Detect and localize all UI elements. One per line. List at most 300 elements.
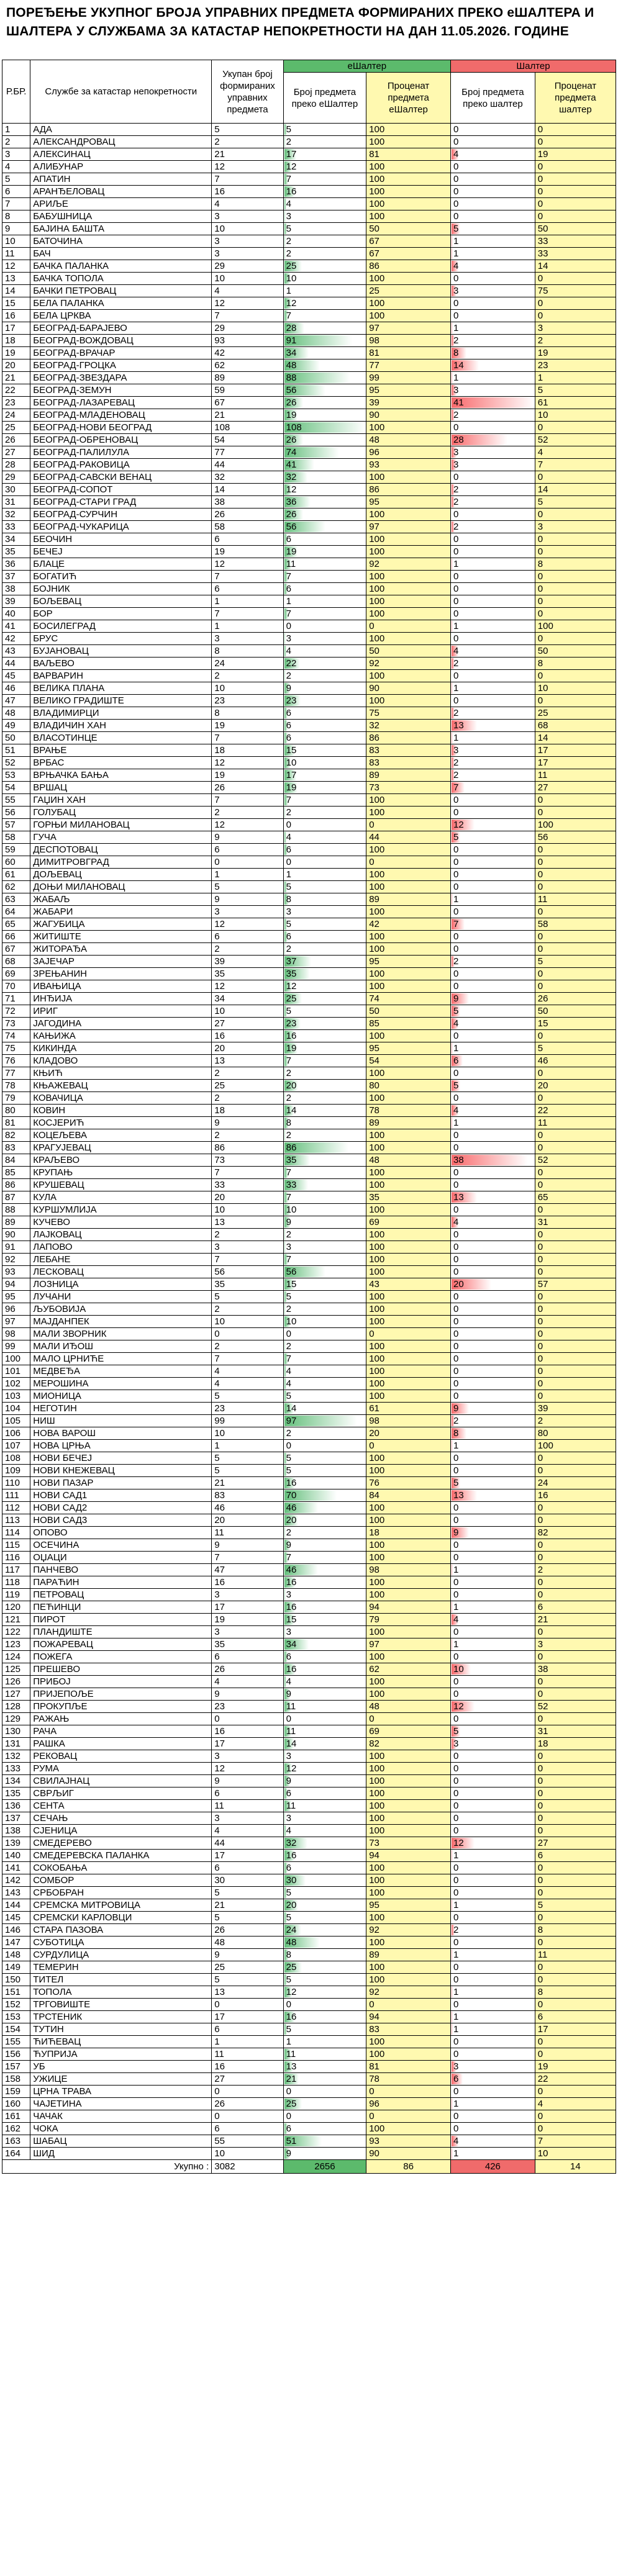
row-e-broj: [283, 1862, 366, 1874]
row-number: 38: [2, 583, 30, 595]
table-row: [2, 732, 616, 744]
row-s-broj-value: 0: [453, 273, 459, 284]
row-e-pct: 94: [366, 1850, 451, 1862]
row-sluzba: БОГАТИЋ: [30, 571, 212, 583]
row-number: 117: [2, 1564, 30, 1576]
row-e-pct: 100: [366, 210, 451, 223]
row-number: 115: [2, 1539, 30, 1552]
row-s-pct: 0: [535, 608, 616, 620]
row-s-pct: 0: [535, 1167, 616, 1179]
table-row: [2, 359, 616, 372]
row-e-pct: 93: [366, 2135, 451, 2148]
row-e-pct: 97: [366, 521, 451, 533]
row-s-broj: [451, 1378, 535, 1390]
row-e-broj: [283, 484, 366, 496]
row-e-broj: [283, 2148, 366, 2160]
row-e-broj: [283, 720, 366, 732]
row-number: 16: [2, 310, 30, 322]
row-e-pct: 92: [366, 1986, 451, 1999]
row-number: 79: [2, 1092, 30, 1105]
row-e-broj: [283, 210, 366, 223]
row-s-broj: [451, 744, 535, 757]
row-ukupno: 2: [212, 1229, 283, 1241]
row-e-broj: [283, 235, 366, 248]
row-s-broj-value: 2: [453, 484, 459, 495]
row-sluzba: ЗАЈЕЧАР: [30, 956, 212, 968]
row-s-pct: 0: [535, 1812, 616, 1825]
row-e-broj: [283, 1986, 366, 1999]
row-e-pct: 100: [366, 1763, 451, 1775]
row-e-broj-value: 16: [286, 2012, 297, 2022]
table-row: [2, 2098, 616, 2110]
row-sluzba: БЕОГРАД-СТАРИ ГРАД: [30, 496, 212, 508]
row-number: 69: [2, 968, 30, 980]
row-s-broj: [451, 720, 535, 732]
row-e-pct: 89: [366, 1117, 451, 1129]
row-e-broj: [283, 1328, 366, 1340]
row-sluzba: ЛУЧАНИ: [30, 1291, 212, 1303]
row-e-pct: 25: [366, 285, 451, 297]
row-e-broj-value: 9: [286, 683, 291, 694]
row-e-broj-value: 5: [286, 1974, 291, 1985]
row-sluzba: ВЕЛИКА ПЛАНА: [30, 682, 212, 695]
row-s-broj: [451, 2048, 535, 2061]
row-sluzba: ПИРОТ: [30, 1614, 212, 1626]
row-sluzba: ДИМИТРОВГРАД: [30, 856, 212, 869]
row-ukupno: 26: [212, 782, 283, 794]
row-s-pct: 0: [535, 1378, 616, 1390]
row-e-broj: [283, 695, 366, 707]
row-sluzba: РУМА: [30, 1763, 212, 1775]
row-e-pct: 100: [366, 794, 451, 807]
table-row: [2, 1651, 616, 1663]
row-ukupno: 54: [212, 434, 283, 446]
row-s-broj-value: 0: [453, 2036, 459, 2047]
row-ukupno: 5: [212, 1465, 283, 1477]
row-ukupno: 24: [212, 658, 283, 670]
row-s-broj: [451, 2086, 535, 2098]
row-e-pct: 90: [366, 682, 451, 695]
row-number: 67: [2, 943, 30, 956]
row-s-pct: 0: [535, 869, 616, 881]
row-s-broj: [451, 384, 535, 397]
row-e-broj-value: 2: [286, 1341, 291, 1352]
row-s-pct: 0: [535, 2110, 616, 2123]
table-row: [2, 1204, 616, 1216]
row-sluzba: КАЊИЖА: [30, 1030, 212, 1042]
row-ukupno: 3: [212, 1626, 283, 1638]
row-s-broj-value: 0: [453, 1627, 459, 1637]
row-e-pct: 42: [366, 918, 451, 931]
row-sluzba: ЖИТИШТЕ: [30, 931, 212, 943]
row-s-pct: 39: [535, 1403, 616, 1415]
row-s-pct: 0: [535, 124, 616, 136]
table-row: [2, 1713, 616, 1725]
row-e-broj-value: 11: [286, 1701, 296, 1712]
row-e-pct: 100: [366, 633, 451, 645]
row-e-pct: 100: [366, 1651, 451, 1663]
row-e-broj: [283, 1067, 366, 1080]
row-sluzba: БОЈНИК: [30, 583, 212, 595]
row-e-broj-value: 6: [286, 708, 291, 718]
row-sluzba: БРУС: [30, 633, 212, 645]
row-e-pct: 100: [366, 297, 451, 310]
row-s-pct: 0: [535, 186, 616, 198]
table-row: [2, 347, 616, 359]
row-number: 104: [2, 1403, 30, 1415]
row-e-pct: 92: [366, 558, 451, 571]
row-ukupno: 5: [212, 1452, 283, 1465]
row-e-broj-value: 3: [286, 633, 291, 644]
row-s-pct: 14: [535, 484, 616, 496]
row-s-broj-value: 1: [453, 248, 459, 259]
row-sluzba: СМЕДЕРЕВСКА ПАЛАНКА: [30, 1850, 212, 1862]
table-row: [2, 1105, 616, 1117]
row-e-broj: [283, 1105, 366, 1117]
row-ukupno: 7: [212, 1353, 283, 1365]
table-row: [2, 819, 616, 831]
row-s-pct: 75: [535, 285, 616, 297]
row-sluzba: ВЛАДИЧИН ХАН: [30, 720, 212, 732]
row-s-broj-value: 5: [453, 1726, 459, 1737]
row-number: 130: [2, 1725, 30, 1738]
row-e-broj-value: 0: [286, 2086, 291, 2097]
row-e-broj: [283, 533, 366, 546]
table-row: [2, 695, 616, 707]
table-row: [2, 2135, 616, 2148]
row-number: 89: [2, 1216, 30, 1229]
row-e-pct: 80: [366, 1080, 451, 1092]
row-s-pct: 21: [535, 1614, 616, 1626]
table-row: [2, 757, 616, 769]
row-e-pct: 100: [366, 968, 451, 980]
row-s-pct: 0: [535, 595, 616, 608]
row-s-broj-value: 1: [453, 2012, 459, 2022]
row-e-broj: [283, 471, 366, 484]
table-row: [2, 918, 616, 931]
row-e-broj-value: 3: [286, 1751, 291, 1761]
table-row: [2, 1688, 616, 1701]
row-s-broj: [451, 2023, 535, 2036]
row-s-pct: 2: [535, 1415, 616, 1427]
row-s-pct: 0: [535, 1365, 616, 1378]
row-e-broj-value: 19: [286, 782, 297, 793]
row-e-pct: 0: [366, 856, 451, 869]
row-number: 23: [2, 397, 30, 409]
row-s-broj: [451, 1899, 535, 1912]
row-e-pct: 96: [366, 446, 451, 459]
row-e-pct: 100: [366, 1452, 451, 1465]
table-row: [2, 2061, 616, 2073]
row-sluzba: ЛЕБАНЕ: [30, 1254, 212, 1266]
table-row: [2, 297, 616, 310]
row-e-pct: 100: [366, 583, 451, 595]
row-number: 60: [2, 856, 30, 869]
row-s-broj: [451, 273, 535, 285]
row-s-broj-value: 0: [453, 1354, 459, 1364]
row-s-pct: 0: [535, 1576, 616, 1589]
table-row: [2, 409, 616, 422]
row-number: 65: [2, 918, 30, 931]
row-e-broj-value: 36: [286, 497, 297, 507]
table-body: [2, 124, 616, 2160]
row-s-broj-value: 0: [453, 1962, 459, 1973]
row-e-broj: [283, 1142, 366, 1154]
row-ukupno: 4: [212, 1676, 283, 1688]
row-number: 90: [2, 1229, 30, 1241]
row-sluzba: МАЛИ ЗВОРНИК: [30, 1328, 212, 1340]
row-s-broj: [451, 1316, 535, 1328]
row-sluzba: ЉУБОВИЈА: [30, 1303, 212, 1316]
row-number: 146: [2, 1924, 30, 1937]
row-s-broj-value: 4: [453, 1614, 459, 1625]
row-s-pct: 0: [535, 1626, 616, 1638]
row-s-broj: [451, 1514, 535, 1527]
row-e-pct: 100: [366, 1800, 451, 1812]
row-ukupno: 6: [212, 1862, 283, 1874]
row-s-broj-value: 0: [453, 1652, 459, 1662]
table-row: [2, 1353, 616, 1365]
row-e-broj: [283, 124, 366, 136]
row-sluzba: ПРОКУПЉЕ: [30, 1701, 212, 1713]
row-sluzba: БАЧКА ПАЛАНКА: [30, 260, 212, 273]
row-number: 96: [2, 1303, 30, 1316]
row-number: 159: [2, 2086, 30, 2098]
row-sluzba: АРИЉЕ: [30, 198, 212, 210]
row-e-broj-value: 9: [286, 1217, 291, 1227]
row-e-broj-value: 9: [286, 1776, 291, 1786]
row-ukupno: 9: [212, 1117, 283, 1129]
row-s-broj: [451, 1738, 535, 1750]
row-number: 20: [2, 359, 30, 372]
row-ukupno: 19: [212, 720, 283, 732]
row-ukupno: 10: [212, 1427, 283, 1440]
row-ukupno: 5: [212, 1974, 283, 1986]
row-e-broj: [283, 1191, 366, 1204]
row-ukupno: 58: [212, 521, 283, 533]
row-sluzba: ГОРЊИ МИЛАНОВАЦ: [30, 819, 212, 831]
row-e-broj-value: 108: [286, 422, 302, 433]
row-s-broj-value: 1: [453, 621, 459, 631]
row-s-broj: [451, 1539, 535, 1552]
row-s-broj-value: 2: [453, 335, 459, 346]
row-e-broj-value: 16: [286, 1602, 297, 1612]
row-s-pct: 0: [535, 1787, 616, 1800]
row-e-pct: 92: [366, 1924, 451, 1937]
table-row: [2, 1676, 616, 1688]
eshalter-data-bar: [284, 1589, 286, 1600]
row-ukupno: 6: [212, 1787, 283, 1800]
row-s-broj: [451, 1241, 535, 1254]
row-s-pct: 0: [535, 310, 616, 322]
row-sluzba: ПРИЈЕПОЉЕ: [30, 1688, 212, 1701]
row-s-broj-value: 1: [453, 1043, 459, 1054]
row-s-broj-value: 0: [453, 1875, 459, 1886]
row-s-pct: 82: [535, 1527, 616, 1539]
row-e-broj: [283, 807, 366, 819]
row-e-broj-value: 0: [286, 1999, 291, 2010]
row-e-pct: 100: [366, 1390, 451, 1403]
row-s-broj: [451, 1278, 535, 1291]
row-s-broj: [451, 682, 535, 695]
row-s-pct: 6: [535, 1601, 616, 1614]
row-e-broj-value: 5: [286, 1291, 291, 1302]
row-sluzba: ВАРВАРИН: [30, 670, 212, 682]
row-e-pct: 89: [366, 1949, 451, 1961]
row-number: 92: [2, 1254, 30, 1266]
row-s-broj: [451, 1353, 535, 1365]
row-s-pct: 14: [535, 260, 616, 273]
row-s-broj: [451, 1614, 535, 1626]
page-title: ПОРЕЂЕЊЕ УКУПНОГ БРОЈА УПРАВНИХ ПРЕДМЕТА ФОРМИРАНИХ ПРЕКО еШАЛТЕРА И ШАЛТЕРА У СЛУЖБАМА ЗА КАТАСТАР НЕПОКРЕТНОСТИ НА ДАН 11.05.2026. ГОДИНЕ: [6, 6, 594, 38]
table-row: [2, 1949, 616, 1961]
table-row: [2, 2073, 616, 2086]
row-e-broj-value: 3: [286, 1627, 291, 1637]
row-e-broj-value: 23: [286, 695, 297, 706]
row-s-pct: 23: [535, 359, 616, 372]
row-e-broj: [283, 384, 366, 397]
row-s-broj-value: 2: [453, 708, 459, 718]
row-s-broj: [451, 1887, 535, 1899]
row-e-broj: [283, 1626, 366, 1638]
totals-row: [2, 2160, 616, 2174]
row-sluzba: ПАНЧЕВО: [30, 1564, 212, 1576]
row-e-pct: 99: [366, 372, 451, 384]
row-s-pct: 0: [535, 198, 616, 210]
row-ukupno: 13: [212, 1216, 283, 1229]
row-e-broj: [283, 2073, 366, 2086]
row-s-pct: 0: [535, 1514, 616, 1527]
row-number: 132: [2, 1750, 30, 1763]
row-e-broj-value: 48: [286, 1937, 297, 1948]
row-number: 74: [2, 1030, 30, 1042]
row-e-pct: 100: [366, 881, 451, 893]
row-number: 41: [2, 620, 30, 633]
row-e-pct: 100: [366, 1465, 451, 1477]
row-e-broj-value: 5: [286, 124, 291, 135]
row-s-broj-value: 5: [453, 224, 459, 234]
row-ukupno: 10: [212, 682, 283, 695]
row-s-pct: 0: [535, 161, 616, 173]
row-sluzba: БЕОГРАД-МЛАДЕНОВАЦ: [30, 409, 212, 422]
table-row: [2, 807, 616, 819]
row-e-broj: [283, 658, 366, 670]
table-row: [2, 2023, 616, 2036]
row-ukupno: 6: [212, 2023, 283, 2036]
row-number: 139: [2, 1837, 30, 1850]
row-e-pct: 89: [366, 893, 451, 906]
row-s-pct: 0: [535, 471, 616, 484]
row-number: 73: [2, 1018, 30, 1030]
row-s-broj-value: 0: [453, 1813, 459, 1824]
row-s-broj: [451, 1167, 535, 1179]
row-number: 141: [2, 1862, 30, 1874]
table-row: [2, 148, 616, 161]
table-row: [2, 1874, 616, 1887]
table-row: [2, 285, 616, 297]
row-s-broj-value: 0: [453, 1267, 459, 1277]
row-ukupno: 11: [212, 1800, 283, 1812]
row-e-pct: 48: [366, 1701, 451, 1713]
row-e-broj-value: 7: [286, 310, 291, 321]
row-sluzba: ТИТЕЛ: [30, 1974, 212, 1986]
row-s-pct: 0: [535, 1775, 616, 1787]
row-sluzba: КУЧЕВО: [30, 1216, 212, 1229]
table-row: [2, 1626, 616, 1638]
row-s-broj: [451, 533, 535, 546]
row-e-broj-value: 3: [286, 1589, 291, 1600]
row-ukupno: 12: [212, 558, 283, 571]
row-s-broj-value: 1: [453, 1565, 459, 1575]
row-sluzba: ЧАЧАК: [30, 2110, 212, 2123]
row-s-broj: [451, 210, 535, 223]
row-sluzba: ПРИБОЈ: [30, 1676, 212, 1688]
row-e-broj-value: 56: [286, 385, 297, 395]
row-e-broj: [283, 1229, 366, 1241]
row-sluzba: БУЈАНОВАЦ: [30, 645, 212, 658]
row-e-broj-value: 0: [286, 857, 291, 867]
table-row: [2, 136, 616, 148]
table-row: [2, 1415, 616, 1427]
table-row: [2, 956, 616, 968]
row-e-broj-value: 5: [286, 1391, 291, 1401]
row-s-pct: 68: [535, 720, 616, 732]
row-number: 99: [2, 1340, 30, 1353]
row-ukupno: 12: [212, 757, 283, 769]
row-e-broj: [283, 1303, 366, 1316]
row-e-broj-value: 51: [286, 2136, 297, 2146]
row-s-broj: [451, 1452, 535, 1465]
row-s-broj-value: 0: [453, 1751, 459, 1761]
row-e-broj: [283, 1452, 366, 1465]
row-s-pct: 0: [535, 1291, 616, 1303]
row-e-pct: 100: [366, 869, 451, 881]
row-sluzba: НОВИ КНЕЖЕВАЦ: [30, 1465, 212, 1477]
row-s-pct: 31: [535, 1216, 616, 1229]
row-number: 12: [2, 260, 30, 273]
row-e-broj-value: 21: [286, 2074, 297, 2084]
row-e-broj: [283, 1552, 366, 1564]
table-row: [2, 670, 616, 682]
row-e-pct: 0: [366, 1999, 451, 2011]
row-e-broj-value: 34: [286, 348, 297, 358]
row-number: 85: [2, 1167, 30, 1179]
row-e-broj: [283, 943, 366, 956]
row-s-pct: 7: [535, 2135, 616, 2148]
row-e-broj: [283, 1949, 366, 1961]
row-s-broj-value: 1: [453, 2148, 459, 2159]
row-e-broj-value: 25: [286, 993, 297, 1004]
row-e-broj-value: 11: [286, 1726, 296, 1737]
row-ukupno: 56: [212, 1266, 283, 1278]
row-sluzba: БЕОГРАД-БАРАЈЕВО: [30, 322, 212, 335]
row-s-pct: 1: [535, 372, 616, 384]
row-e-broj-value: 16: [286, 1850, 297, 1861]
table-row: [2, 583, 616, 595]
totals-s-pct: 14: [535, 2160, 616, 2174]
row-sluzba: ЋУПРИЈА: [30, 2048, 212, 2061]
row-sluzba: СЕЧАЊ: [30, 1812, 212, 1825]
row-sluzba: СЈЕНИЦА: [30, 1825, 212, 1837]
row-s-broj-value: 1: [453, 2099, 459, 2109]
row-s-broj-value: 12: [453, 1838, 464, 1848]
row-s-broj-value: 0: [453, 2086, 459, 2097]
row-ukupno: 10: [212, 1316, 283, 1328]
row-e-broj: [283, 546, 366, 558]
row-s-broj: [451, 1986, 535, 1999]
row-e-broj: [283, 1961, 366, 1974]
eshalter-data-bar: [284, 211, 286, 222]
